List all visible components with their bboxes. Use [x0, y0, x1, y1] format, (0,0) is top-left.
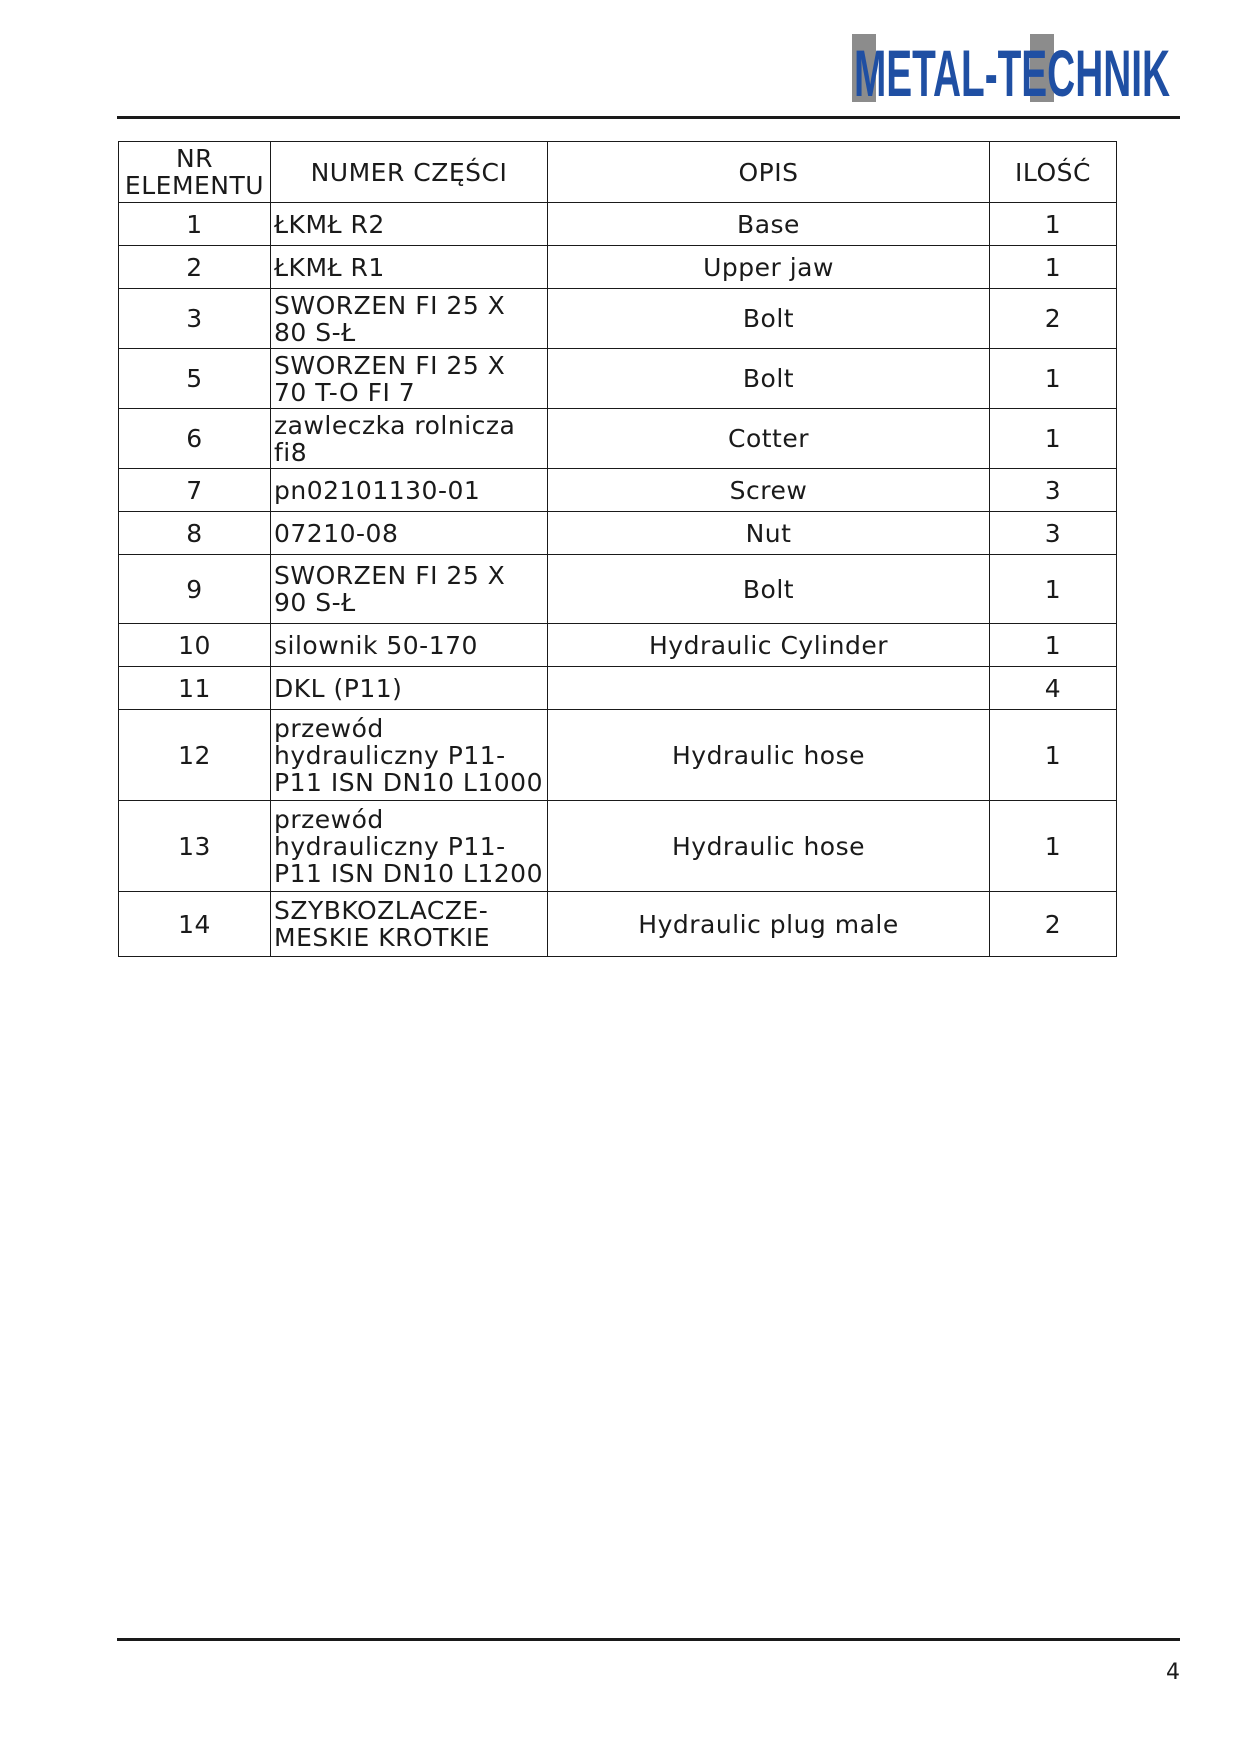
table-row: [119, 892, 1117, 957]
row-quantity: 1: [990, 409, 1117, 469]
row-quantity: 1: [990, 246, 1117, 289]
row-quantity: 4: [990, 667, 1117, 710]
table-row: [119, 203, 1117, 246]
row-quantity: 1: [990, 710, 1117, 801]
table-row: [119, 710, 1117, 801]
row-part-number: SZYBKOZLACZE-MESKIE KROTKIE: [271, 892, 548, 957]
row-description: Base: [548, 203, 990, 246]
row-part-number: DKL (P11): [271, 667, 548, 710]
row-quantity: 1: [990, 801, 1117, 892]
row-nr: 8: [119, 512, 271, 555]
row-description: Upper jaw: [548, 246, 990, 289]
row-description: Hydraulic Cylinder: [548, 624, 990, 667]
header-rule: [117, 116, 1180, 119]
table-row: [119, 801, 1117, 892]
row-nr: 1: [119, 203, 271, 246]
row-nr: 3: [119, 289, 271, 349]
row-quantity: 1: [990, 349, 1117, 409]
metal-technik-logo: [852, 34, 1172, 104]
table-row: [119, 409, 1117, 469]
table-row: [119, 624, 1117, 667]
row-part-number: 07210-08: [271, 512, 548, 555]
table-row: [119, 512, 1117, 555]
row-quantity: 2: [990, 892, 1117, 957]
row-description: Hydraulic hose: [548, 710, 990, 801]
page-number: 4: [1166, 1660, 1180, 1685]
row-part-number: SWORZEN FI 25 X 90 S-Ł: [271, 555, 548, 624]
table-row: [119, 555, 1117, 624]
row-nr: 14: [119, 892, 271, 957]
column-header-part-number: NUMER CZĘŚCI: [271, 142, 548, 203]
row-description: Bolt: [548, 555, 990, 624]
table-row: [119, 349, 1117, 409]
table-row: [119, 667, 1117, 710]
row-part-number: silownik 50-170: [271, 624, 548, 667]
row-quantity: 1: [990, 555, 1117, 624]
row-part-number: pn02101130-01: [271, 469, 548, 512]
row-description: Nut: [548, 512, 990, 555]
row-nr: 9: [119, 555, 271, 624]
row-part-number: przewód hydrauliczny P11-P11 ISN DN10 L1200: [271, 801, 548, 892]
row-description: Bolt: [548, 349, 990, 409]
parts-table: [118, 141, 1117, 957]
row-nr: 10: [119, 624, 271, 667]
row-quantity: 2: [990, 289, 1117, 349]
row-quantity: 3: [990, 512, 1117, 555]
row-description: Screw: [548, 469, 990, 512]
row-description: Cotter: [548, 409, 990, 469]
row-nr: 6: [119, 409, 271, 469]
column-header-description: OPIS: [548, 142, 990, 203]
row-part-number: ŁKMŁ R2: [271, 203, 548, 246]
row-description: Hydraulic plug male: [548, 892, 990, 957]
row-part-number: ŁKMŁ R1: [271, 246, 548, 289]
row-part-number: zawleczka rolnicza fi8: [271, 409, 548, 469]
row-description: Hydraulic hose: [548, 801, 990, 892]
row-nr: 2: [119, 246, 271, 289]
row-nr: 13: [119, 801, 271, 892]
row-nr: 11: [119, 667, 271, 710]
row-part-number: SWORZEN FI 25 X 70 T-O FI 7: [271, 349, 548, 409]
row-quantity: 3: [990, 469, 1117, 512]
row-part-number: przewód hydrauliczny P11-P11 ISN DN10 L1000: [271, 710, 548, 801]
table-row: [119, 246, 1117, 289]
table-row: [119, 289, 1117, 349]
row-quantity: 1: [990, 203, 1117, 246]
row-nr: 7: [119, 469, 271, 512]
table-row: [119, 469, 1117, 512]
row-description: Bolt: [548, 289, 990, 349]
table-header-row: [119, 142, 1117, 203]
row-quantity: 1: [990, 624, 1117, 667]
row-part-number: SWORZEN FI 25 X 80 S-Ł: [271, 289, 548, 349]
footer-rule: [117, 1638, 1180, 1641]
row-nr: 5: [119, 349, 271, 409]
column-header-quantity: ILOŚĆ: [990, 142, 1117, 203]
row-description: [548, 667, 990, 710]
svg-text:METAL-TECHNIK: METAL-TECHNIK: [854, 36, 1171, 104]
row-nr: 12: [119, 710, 271, 801]
column-header-nr: NR ELEMENTU: [119, 142, 271, 203]
